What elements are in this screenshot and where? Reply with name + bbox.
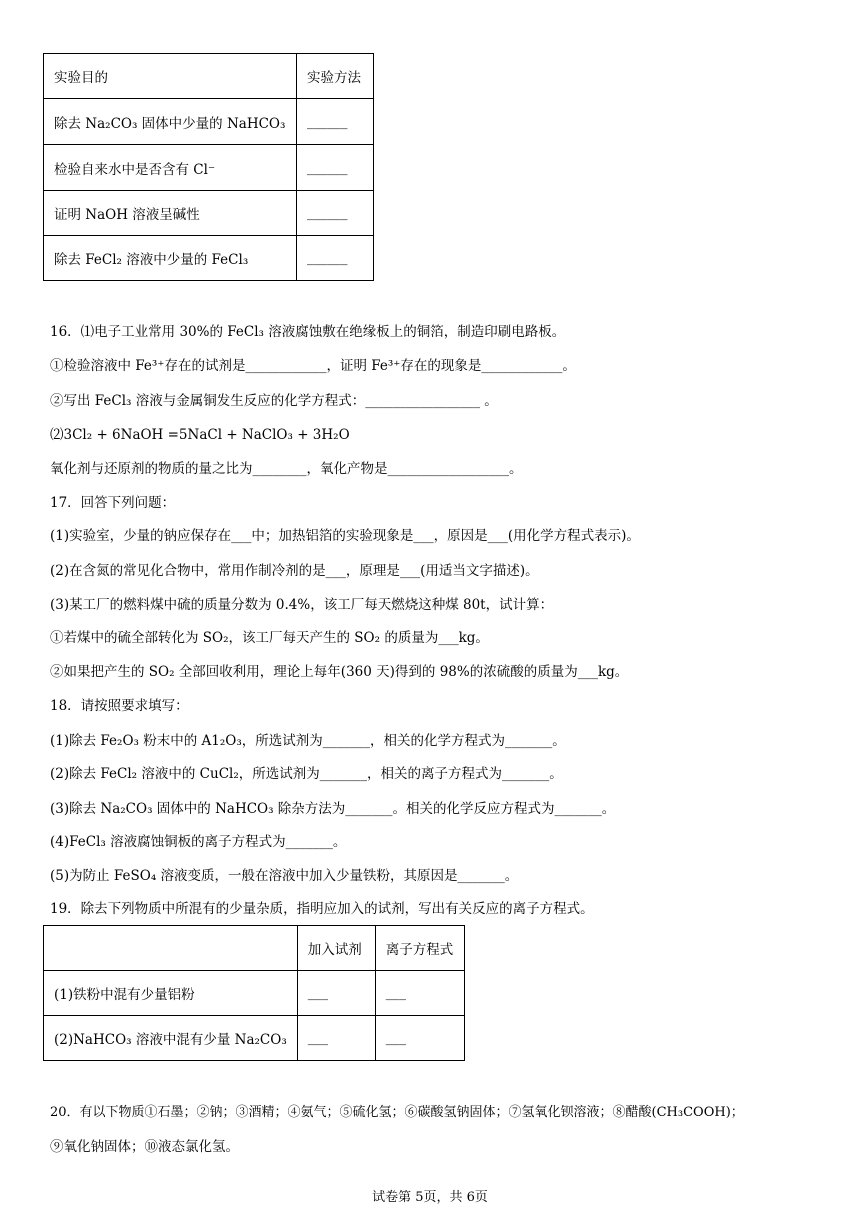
answer-blank[interactable]: ___	[375, 971, 464, 1016]
question-19-title: 19．除去下列物质中所混有的少量杂质，指明应加入的试剂，写出有关反应的离子方程式。	[50, 901, 594, 917]
answer-blank[interactable]: ______	[297, 145, 374, 191]
equation-line: ⑵3Cl₂ + 6NaOH =5NaCl + NaClO₃ + 3H₂O	[50, 427, 350, 443]
question-16-title: 16．⑴电子工业常用 30%的 FeCl₃ 溶液腐蚀敷在绝缘板上的铜箔，制造印刷电路板。	[50, 324, 566, 340]
table-row	[44, 99, 374, 145]
table-row	[44, 236, 374, 281]
table-row	[44, 1016, 465, 1061]
answer-blank[interactable]: ______	[297, 236, 374, 281]
answer-blank[interactable]: ______	[297, 99, 374, 145]
question-line: 氧化剂与还原剂的物质的量之比为________，氧化产物是__________________。	[50, 461, 523, 477]
table-header-cell	[44, 926, 298, 971]
question-17-title: 17．回答下列问题：	[50, 495, 176, 511]
question-20-title: 20．有以下物质①石墨；②钠；③酒精；④氨气；⑤硫化氢；⑥碳酸氢钠固体；⑦氢氧化钡溶液；⑧醋酸(CH₃COOH)；	[50, 1105, 744, 1120]
question-line: (1)除去 Fe₂O₃ 粉末中的 A1₂O₃，所选试剂为_______，相关的化学方程式为_______。	[50, 733, 566, 749]
question-line: ⑨氧化钠固体；⑩液态氯化氢。	[50, 1139, 239, 1155]
answer-blank[interactable]: ______	[297, 191, 374, 236]
table-cell: (2)NaHCO₃ 溶液中混有少量 Na₂CO₃	[44, 1016, 298, 1061]
question-line: ②写出 FeCl₃ 溶液与金属铜发生反应的化学方程式：_________________ 。	[50, 393, 498, 409]
experiment-table	[43, 53, 374, 281]
table-header-cell: 实验目的	[44, 54, 297, 99]
table-row	[44, 191, 374, 236]
question-line: (4)FeCl₃ 溶液腐蚀铜板的离子方程式为_______。	[50, 834, 347, 850]
table-row	[44, 145, 374, 191]
question-line: (3)某工厂的燃料煤中硫的质量分数为 0.4%，该工厂每天燃烧这种煤 80t，试计算：	[50, 597, 554, 613]
table-header-cell: 离子方程式	[375, 926, 464, 971]
table-cell: (1)铁粉中混有少量铝粉	[44, 971, 298, 1016]
question-18-title: 18．请按照要求填写：	[50, 698, 189, 714]
table-cell: 检验自来水中是否含有 Cl⁻	[44, 145, 297, 191]
answer-blank[interactable]: ___	[375, 1016, 464, 1061]
table-row	[44, 971, 465, 1016]
answer-blank[interactable]: ___	[297, 1016, 375, 1061]
question-line: (3)除去 Na₂CO₃ 固体中的 NaHCO₃ 除杂方法为_______。相关的化学反应方程式为_______。	[50, 801, 616, 817]
table-cell: 证明 NaOH 溶液呈碱性	[44, 191, 297, 236]
question-line: ①检验溶液中 Fe³⁺存在的试剂是____________，证明 Fe³⁺存在的现象是____________。	[50, 358, 576, 374]
question-line: ①若煤中的硫全部转化为 SO₂，该工厂每天产生的 SO₂ 的质量为___kg。	[50, 630, 489, 646]
table-cell: 除去 Na₂CO₃ 固体中少量的 NaHCO₃	[44, 99, 297, 145]
table-header-row	[44, 926, 465, 971]
page-footer: 试卷第 5页，共 6页	[372, 1190, 488, 1205]
question-line: (2)在含氮的常见化合物中，常用作制冷剂的是___，原理是___(用适当文字描述)。	[50, 563, 539, 579]
question-line: (1)实验室，少量的钠应保存在___中；加热铝箔的实验现象是___，原因是___(用化学方程式表示)。	[50, 528, 640, 544]
question-line: ②如果把产生的 SO₂ 全部回收利用，理论上每年(360 天)得到的 98%的浓硫酸的质量为___kg。	[50, 664, 629, 680]
question-line: (2)除去 FeCl₂ 溶液中的 CuCl₂，所选试剂为_______，相关的离子方程式为_______。	[50, 766, 563, 782]
table-cell: 除去 FeCl₂ 溶液中少量的 FeCl₃	[44, 236, 297, 281]
table-header-cell: 加入试剂	[297, 926, 375, 971]
table-header-cell: 实验方法	[297, 54, 374, 99]
question-line: (5)为防止 FeSO₄ 溶液变质，一般在溶液中加入少量铁粉，其原因是_______。	[50, 868, 519, 884]
reagent-table	[43, 925, 465, 1061]
answer-blank[interactable]: ___	[297, 971, 375, 1016]
table-header-row	[44, 54, 374, 99]
